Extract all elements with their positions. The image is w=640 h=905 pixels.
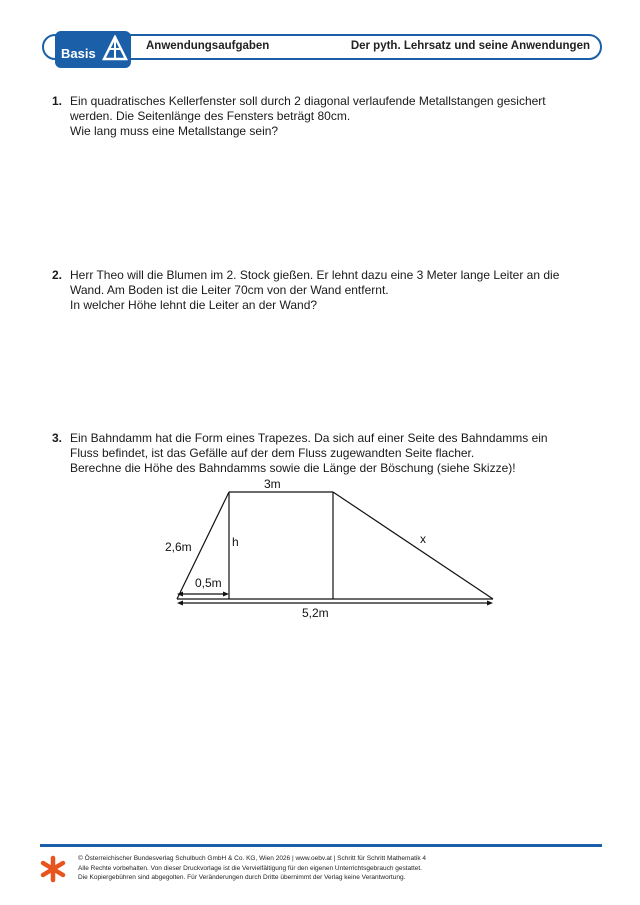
worksheet-topic: Anwendungsaufgaben (146, 40, 270, 52)
footer-copyright (78, 854, 426, 883)
pyramid-icon (102, 35, 128, 63)
base-label: 5,2m (302, 606, 329, 620)
task-text (70, 94, 610, 139)
task-line: Ein Bahndamm hat die Form eines Trapezes. Da sich auf einer Seite des Bahndamms ein (70, 431, 548, 445)
task-line: Berechne die Höhe des Bahndamms sowie die Länge der Böschung (siehe Skizze)! (70, 461, 516, 475)
footer-line: Alle Rechte vorbehalten. Von dieser Druckvorlage ist die Vervielfältigung für den eigenen Unterrichtsgebrauch gestattet. (78, 864, 422, 872)
task-line: werden. Die Seitenlänge des Fensters beträgt 80cm. (70, 109, 351, 123)
task-line: Ein quadratisches Kellerfenster soll durch 2 diagonal verlaufende Metallstangen gesichert (70, 94, 546, 108)
task-text (70, 268, 610, 313)
slope-label: x (420, 532, 426, 546)
level-badge (55, 31, 131, 68)
offset-label: 0,5m (195, 576, 222, 590)
publisher-asterisk-icon (40, 855, 66, 883)
task-line: Fluss befindet, ist das Gefälle auf der dem Fluss zugewandten Seite flacher. (70, 446, 475, 460)
task-number: 3. (52, 431, 63, 445)
task-line: Wie lang muss eine Metallstange sein? (70, 124, 279, 138)
left-side-label: 2,6m (165, 540, 192, 554)
height-label: h (232, 535, 239, 549)
trapezoid-sketch (150, 474, 510, 624)
task-line: Wand. Am Boden ist die Leiter 70cm von der Wand entfernt. (70, 283, 389, 297)
badge-label: Basis (61, 46, 96, 61)
task-number: 2. (52, 268, 63, 282)
footer-line: © Österreichischer Bundesverlag Schulbuch GmbH & Co. KG, Wien 2026 | www.oebv.at | Schritt für Schritt Mathematik 4 (78, 855, 426, 862)
footer-line: Die Kopiergebühren sind abgegolten. Für Veränderungen durch Dritte übernimmt der Verlag keine Verantwortung. (78, 874, 406, 881)
top-label: 3m (264, 477, 281, 491)
task-text (70, 431, 610, 476)
task-number: 1. (52, 94, 63, 108)
footer-divider (40, 844, 602, 847)
unit-title: Der pyth. Lehrsatz und seine Anwendungen (350, 40, 590, 52)
right-slope-line (333, 492, 493, 599)
task-line: Herr Theo will die Blumen im 2. Stock gießen. Er lehnt dazu eine 3 Meter lange Leiter an die (70, 268, 560, 282)
task-line: In welcher Höhe lehnt die Leiter an der Wand? (70, 298, 318, 312)
